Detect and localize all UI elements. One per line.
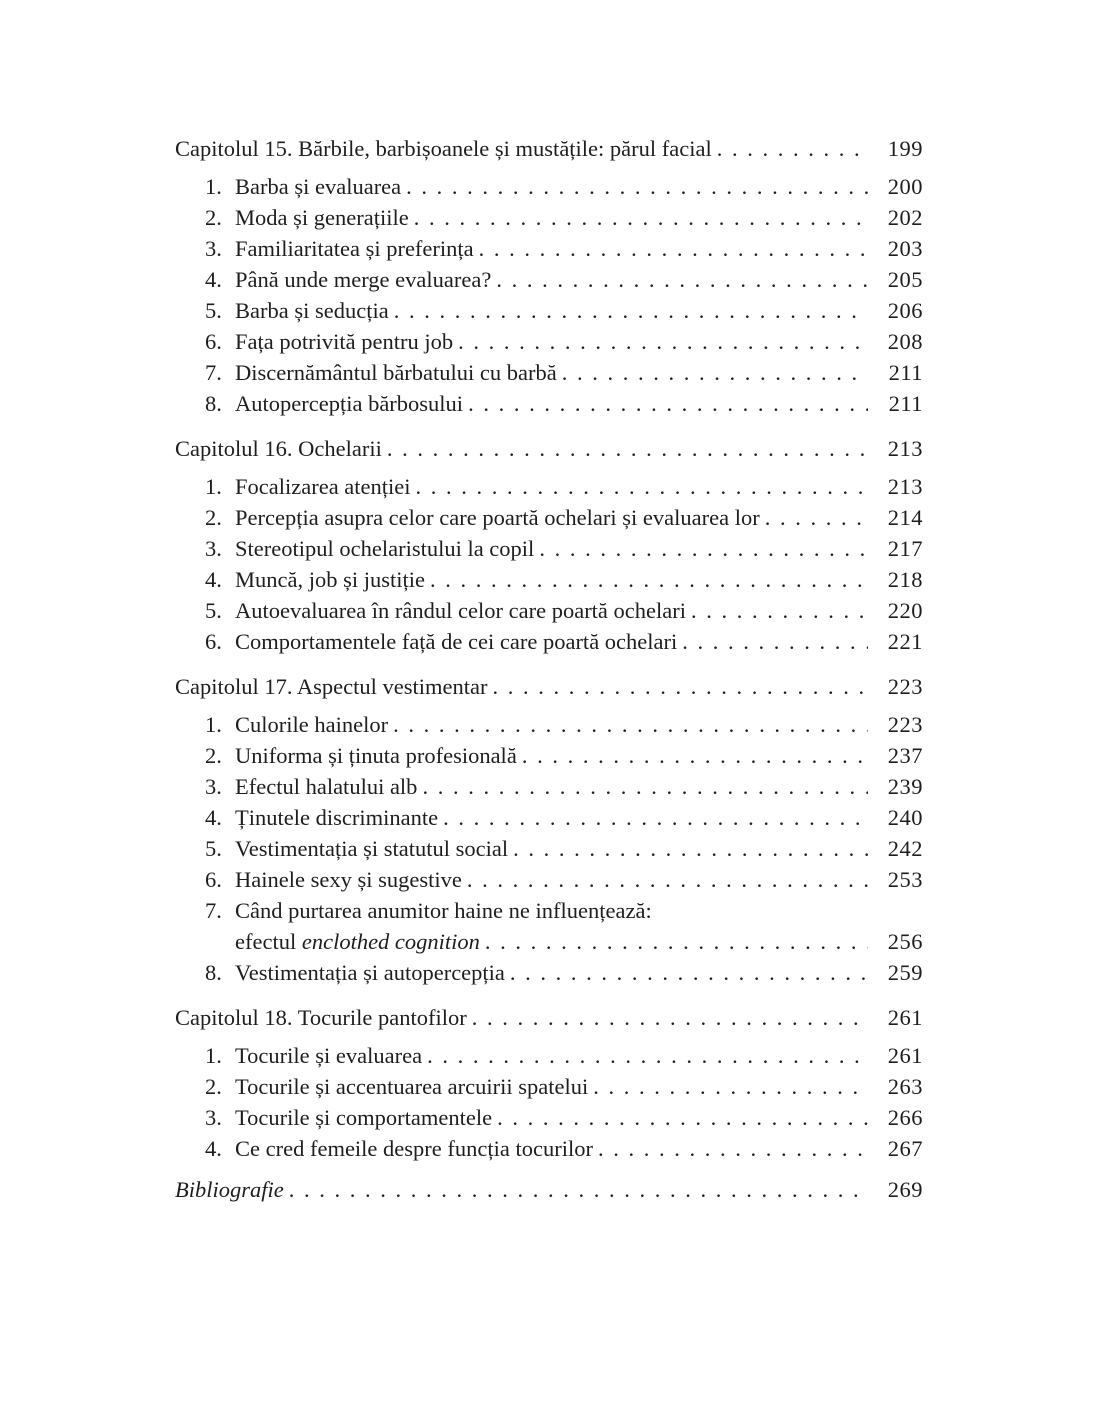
item-label: Moda și generațiile	[235, 205, 409, 230]
toc-chapter-entry	[175, 671, 923, 702]
item-number: 3.	[205, 236, 222, 261]
dot-leader	[289, 1174, 868, 1205]
item-number: 5.	[205, 298, 222, 323]
page-number: 211	[888, 360, 923, 385]
toc-item-entry	[175, 533, 923, 564]
page-number: 223	[887, 712, 923, 737]
toc-section	[175, 433, 923, 657]
item-label-continuation	[235, 926, 480, 957]
item-label: Autoevaluarea în rândul celor care poartă ochelari	[235, 598, 686, 623]
item-label: Focalizarea atenției	[235, 474, 411, 499]
toc-item-entry	[175, 864, 923, 895]
toc-item-entry	[175, 295, 923, 326]
dot-leader	[416, 471, 868, 502]
page-number: 200	[887, 174, 923, 199]
item-number: 4.	[205, 805, 222, 830]
toc-chapter-entry	[175, 433, 923, 464]
dot-leader	[691, 595, 868, 626]
dot-leader	[492, 671, 868, 702]
dot-leader	[394, 295, 868, 326]
item-label: Fața potrivită pentru job	[235, 329, 454, 354]
item-label: Autopercepția bărbosului	[235, 391, 464, 416]
dot-leader	[496, 264, 868, 295]
page-number: 263	[887, 1074, 923, 1099]
item-number: 6.	[205, 329, 222, 354]
page-number: 237	[887, 743, 923, 768]
dot-leader	[430, 564, 868, 595]
page-number: 267	[887, 1136, 923, 1161]
dot-leader	[443, 802, 868, 833]
chapter-title: Capitolul 18. Tocurile pantofilor	[175, 1005, 467, 1030]
item-label: Vestimentația și autopercepția	[235, 960, 505, 985]
item-label: Muncă, job și justiție	[235, 567, 425, 592]
dot-leader	[414, 202, 868, 233]
item-label: Efectul halatului alb	[235, 774, 418, 799]
item-label: Până unde merge evaluarea?	[235, 267, 492, 292]
toc-item-entry	[175, 1071, 923, 1102]
page-number: 221	[887, 629, 923, 654]
item-number: 1.	[205, 1043, 222, 1068]
toc-chapter-entry	[175, 1002, 923, 1033]
item-label: Discernământul bărbatului cu barbă	[235, 360, 557, 385]
dot-leader	[765, 502, 868, 533]
page-number: 208	[887, 329, 923, 354]
dot-leader	[468, 388, 868, 419]
page-number: 240	[887, 805, 923, 830]
page-number: 239	[887, 774, 923, 799]
item-number: 4.	[205, 1136, 222, 1161]
page-number: 261	[887, 1005, 923, 1030]
item-number: 2.	[205, 505, 222, 530]
item-number: 1.	[205, 174, 222, 199]
dot-leader	[393, 709, 868, 740]
text-run: efectul	[235, 929, 302, 954]
toc-item-entry	[175, 957, 923, 988]
toc-chapter-entry	[175, 133, 923, 164]
page-number: 259	[887, 960, 923, 985]
item-label: Când purtarea anumitor haine ne influențează:	[235, 898, 652, 923]
item-number: 1.	[205, 712, 222, 737]
page-number: 213	[887, 474, 923, 499]
item-number: 7.	[205, 360, 222, 385]
bibliography-label: Bibliografie	[175, 1177, 284, 1202]
chapter-title: Capitolul 17. Aspectul vestimentar	[175, 674, 488, 699]
dot-leader	[406, 171, 868, 202]
item-number: 2.	[205, 205, 222, 230]
dot-leader	[593, 1071, 868, 1102]
dot-leader	[513, 833, 868, 864]
toc-section	[175, 671, 923, 988]
page-number: 202	[887, 205, 923, 230]
item-label: Stereotipul ochelaristului la copil	[235, 536, 535, 561]
item-label: Vestimentația și statutul social	[235, 836, 509, 861]
item-number: 8.	[205, 391, 222, 416]
item-label: Barba și seducția	[235, 298, 389, 323]
italic-run: enclothed cognition	[301, 929, 480, 954]
toc-item-entry	[175, 326, 923, 357]
page-number: 223	[887, 674, 923, 699]
toc-item-entry	[175, 740, 923, 771]
dot-leader	[479, 233, 868, 264]
dot-leader	[497, 1102, 868, 1133]
toc-item-entry	[175, 1133, 923, 1164]
page-number: 203	[887, 236, 923, 261]
dot-leader	[562, 357, 868, 388]
page-number: 211	[888, 391, 923, 416]
toc-item-entry	[175, 233, 923, 264]
item-label: Tocurile și evaluarea	[235, 1043, 423, 1068]
dot-leader	[472, 1002, 868, 1033]
page-number: 269	[887, 1177, 923, 1202]
item-label: Uniforma și ținuta profesională	[235, 743, 517, 768]
toc-item-entry	[175, 595, 923, 626]
item-label: Ce cred femeile despre funcția tocurilor	[235, 1136, 593, 1161]
item-number: 6.	[205, 629, 222, 654]
toc-item-entry	[175, 833, 923, 864]
item-label: Tocurile și comportamentele	[235, 1105, 493, 1130]
item-label: Tocurile și accentuarea arcuirii spatelui	[235, 1074, 589, 1099]
item-number: 3.	[205, 1105, 222, 1130]
item-number: 6.	[205, 867, 222, 892]
toc-item-entry	[175, 564, 923, 595]
chapter-title: Capitolul 15. Bărbile, barbișoanele și mustățile: părul facial	[175, 136, 712, 161]
toc-item-entry	[175, 802, 923, 833]
page-number: 206	[887, 298, 923, 323]
toc-item-entry	[175, 357, 923, 388]
item-number: 4.	[205, 567, 222, 592]
item-number: 7.	[205, 898, 222, 923]
toc-section	[175, 1002, 923, 1164]
item-label: Familiaritatea și preferința	[235, 236, 474, 261]
item-number: 5.	[205, 836, 222, 861]
toc-item-entry	[175, 471, 923, 502]
item-number: 5.	[205, 598, 222, 623]
item-number: 8.	[205, 960, 222, 985]
dot-leader	[427, 1040, 868, 1071]
dot-leader	[458, 326, 868, 357]
toc-item-entry	[175, 171, 923, 202]
item-label: Percepția asupra celor care poartă ochelari și evaluarea lor	[235, 505, 760, 530]
toc-item-entry	[175, 771, 923, 802]
item-number: 2.	[205, 1074, 222, 1099]
item-number: 4.	[205, 267, 222, 292]
toc-item-entry	[175, 264, 923, 295]
page-number: 217	[887, 536, 923, 561]
dot-leader	[510, 957, 868, 988]
item-label: Ținutele discriminante	[235, 805, 439, 830]
toc-item-entry	[175, 502, 923, 533]
item-number: 3.	[205, 536, 222, 561]
page-number: 214	[887, 505, 923, 530]
dot-leader	[387, 433, 868, 464]
page-number: 261	[887, 1043, 923, 1068]
toc-item-entry	[175, 895, 923, 926]
item-number: 1.	[205, 474, 222, 499]
page-number: 256	[887, 929, 923, 954]
toc-item-entry	[175, 626, 923, 657]
chapter-title: Capitolul 16. Ochelarii	[175, 436, 382, 461]
item-label: Culorile hainelor	[235, 712, 389, 737]
toc-item-entry	[175, 202, 923, 233]
page-number: 213	[887, 436, 923, 461]
dot-leader	[539, 533, 868, 564]
page-number: 199	[887, 136, 923, 161]
dot-leader	[682, 626, 868, 657]
dot-leader	[467, 864, 868, 895]
item-label: Comportamentele față de cei care poartă ochelari	[235, 629, 678, 654]
item-number: 3.	[205, 774, 222, 799]
toc-item-continuation	[175, 926, 923, 957]
page-number: 220	[887, 598, 923, 623]
toc-item-entry	[175, 1102, 923, 1133]
page-number: 253	[887, 867, 923, 892]
page-number: 218	[887, 567, 923, 592]
toc-item-entry	[175, 1040, 923, 1071]
toc-bibliography-entry	[175, 1174, 923, 1205]
dot-leader	[485, 926, 868, 957]
toc-item-entry	[175, 388, 923, 419]
toc	[175, 133, 923, 1205]
page-number: 266	[887, 1105, 923, 1130]
dot-leader	[422, 771, 868, 802]
toc-item-entry	[175, 709, 923, 740]
page-number: 205	[887, 267, 923, 292]
dot-leader	[598, 1133, 868, 1164]
item-number: 2.	[205, 743, 222, 768]
toc-section	[175, 133, 923, 419]
item-label: Barba și evaluarea	[235, 174, 402, 199]
dot-leader	[522, 740, 868, 771]
dot-leader	[717, 133, 868, 164]
page-number: 242	[887, 836, 923, 861]
item-label: Hainele sexy și sugestive	[235, 867, 462, 892]
